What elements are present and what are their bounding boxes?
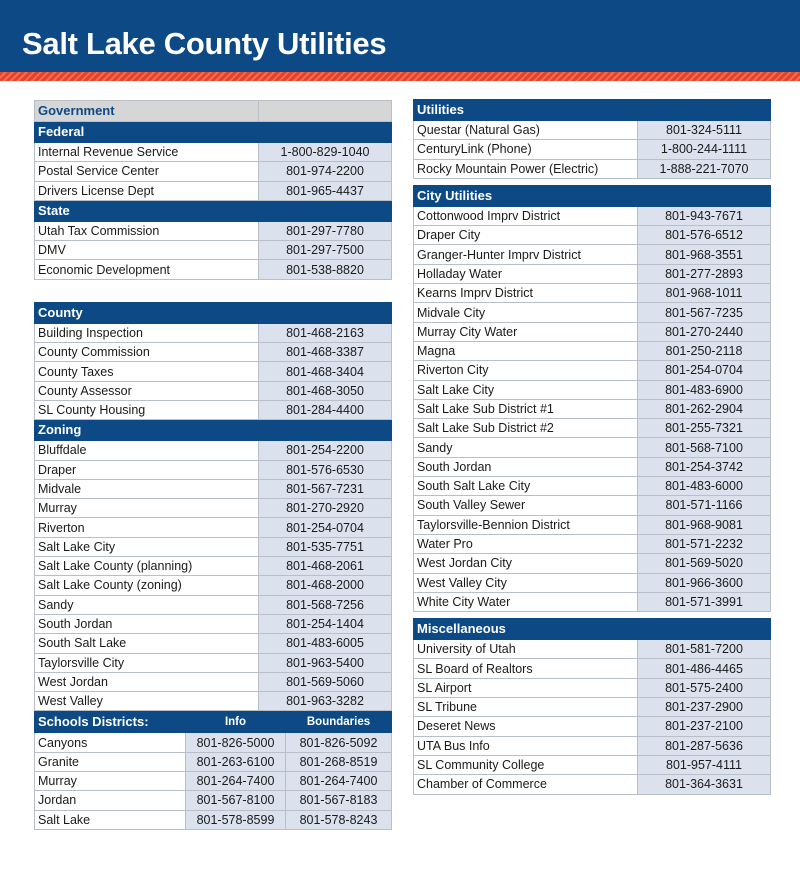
federal-rows — [35, 143, 392, 201]
right-column — [413, 99, 770, 795]
entry-phone: 801-567-7235 — [638, 303, 771, 322]
federal-header: Federal — [35, 122, 259, 143]
entry-name: Water Pro — [414, 534, 638, 553]
entry-name: Murray City Water — [414, 322, 638, 341]
entry-name: Salt Lake City — [35, 537, 259, 556]
entry-phone: 801-569-5020 — [638, 554, 771, 573]
table-row — [414, 419, 771, 438]
utilities-header-row — [414, 100, 771, 121]
table-row — [414, 717, 771, 736]
table-row — [414, 775, 771, 794]
table-row — [414, 226, 771, 245]
entry-name: CenturyLink (Phone) — [414, 140, 638, 159]
entry-name: Salt Lake Sub District #2 — [414, 419, 638, 438]
schools-info-header: Info — [186, 712, 286, 733]
district-info-phone: 801-578-8599 — [186, 810, 286, 829]
entry-name: Riverton — [35, 518, 259, 537]
utilities-header-body — [414, 100, 771, 121]
zoning-header-body — [35, 420, 392, 441]
district-info-phone: 801-567-8100 — [186, 791, 286, 810]
table-row — [35, 499, 392, 518]
table-row — [35, 576, 392, 595]
table-row — [35, 692, 392, 711]
table-row — [35, 634, 392, 653]
entry-phone: 801-277-2893 — [638, 264, 771, 283]
entry-phone: 801-468-2163 — [259, 323, 392, 342]
miscellaneous-rows — [414, 640, 771, 794]
zoning-rows — [35, 441, 392, 711]
county-header-row — [35, 302, 392, 323]
entry-name: Murray — [35, 499, 259, 518]
entry-phone: 801-571-3991 — [638, 592, 771, 611]
city-utilities-header-blank — [638, 185, 771, 206]
entry-phone: 801-568-7100 — [638, 438, 771, 457]
entry-phone: 801-571-1166 — [638, 496, 771, 515]
entry-phone: 801-576-6512 — [638, 226, 771, 245]
table-row — [414, 678, 771, 697]
table-row — [35, 614, 392, 633]
table-row — [414, 438, 771, 457]
zoning-header-blank — [259, 420, 392, 441]
table-row — [35, 460, 392, 479]
entry-phone: 801-567-7231 — [259, 479, 392, 498]
table-row — [35, 479, 392, 498]
entry-phone: 801-270-2440 — [638, 322, 771, 341]
table-row — [414, 159, 771, 178]
entry-name: Riverton City — [414, 361, 638, 380]
table-row — [35, 595, 392, 614]
table-row — [414, 736, 771, 755]
entry-phone: 801-468-2061 — [259, 557, 392, 576]
entry-name: Postal Service Center — [35, 162, 259, 181]
entry-name: South Jordan — [35, 614, 259, 633]
entry-name: Granger-Hunter Imprv District — [414, 245, 638, 264]
entry-name: County Commission — [35, 343, 259, 362]
table-row — [414, 322, 771, 341]
table-row — [414, 515, 771, 534]
state-header-row — [35, 200, 392, 221]
table-row — [35, 162, 392, 181]
entry-phone: 801-254-3742 — [638, 457, 771, 476]
district-boundaries-phone: 801-578-8243 — [286, 810, 392, 829]
county-header-body — [35, 302, 392, 323]
table-row — [414, 496, 771, 515]
entry-phone: 801-957-4111 — [638, 755, 771, 774]
entry-name: SL County Housing — [35, 400, 259, 419]
federal-header-row — [35, 122, 392, 143]
entry-name: Draper City — [414, 226, 638, 245]
entry-phone: 801-237-2900 — [638, 698, 771, 717]
entry-name: County Taxes — [35, 362, 259, 381]
entry-phone: 801-254-2200 — [259, 441, 392, 460]
table-row — [35, 362, 392, 381]
entry-phone: 801-468-3387 — [259, 343, 392, 362]
county-rows — [35, 323, 392, 419]
entry-phone: 801-483-6005 — [259, 634, 392, 653]
table-row — [414, 659, 771, 678]
table-row — [35, 733, 392, 752]
entry-name: Magna — [414, 341, 638, 360]
entry-name: County Assessor — [35, 381, 259, 400]
table-row — [35, 181, 392, 200]
table-row — [35, 400, 392, 419]
table-row — [414, 457, 771, 476]
table-row — [35, 143, 392, 162]
schools-header-body — [35, 712, 392, 733]
table-row — [414, 121, 771, 140]
entry-name: West Jordan City — [414, 554, 638, 573]
entry-phone: 801-262-2904 — [638, 399, 771, 418]
utilities-rows — [414, 121, 771, 179]
district-boundaries-phone: 801-826-5092 — [286, 733, 392, 752]
county-header: County — [35, 302, 259, 323]
city-utilities-rows — [414, 206, 771, 611]
entry-name: Building Inspection — [35, 323, 259, 342]
entry-phone: 801-468-3404 — [259, 362, 392, 381]
entry-name: West Valley City — [414, 573, 638, 592]
entry-phone: 801-963-5400 — [259, 653, 392, 672]
entry-phone: 801-576-6530 — [259, 460, 392, 479]
table-row — [35, 772, 392, 791]
entry-phone: 801-468-2000 — [259, 576, 392, 595]
left-column — [34, 100, 391, 830]
entry-phone: 801-254-0704 — [259, 518, 392, 537]
entry-phone: 801-284-4400 — [259, 400, 392, 419]
entry-name: West Jordan — [35, 672, 259, 691]
entry-name: Sandy — [35, 595, 259, 614]
entry-phone: 801-254-1404 — [259, 614, 392, 633]
entry-phone: 801-255-7321 — [638, 419, 771, 438]
zoning-header: Zoning — [35, 420, 259, 441]
schools-table — [34, 711, 392, 829]
table-row — [35, 343, 392, 362]
entry-name: Economic Development — [35, 260, 259, 279]
entry-phone: 801-297-7780 — [259, 221, 392, 240]
entry-name: Chamber of Commerce — [414, 775, 638, 794]
miscellaneous-header-blank — [638, 619, 771, 640]
table-row — [414, 284, 771, 303]
table-row — [35, 752, 392, 771]
miscellaneous-table — [413, 618, 771, 794]
entry-name: White City Water — [414, 592, 638, 611]
entry-name: Salt Lake County (planning) — [35, 557, 259, 576]
utilities-header: Utilities — [414, 100, 638, 121]
table-row — [35, 810, 392, 829]
table-row — [414, 380, 771, 399]
schools-boundaries-header: Boundaries — [286, 712, 392, 733]
entry-name: South Salt Lake City — [414, 477, 638, 496]
schools-header: Schools Districts: — [35, 712, 186, 733]
entry-phone: 801-254-0704 — [638, 361, 771, 380]
entry-name: Salt Lake County (zoning) — [35, 576, 259, 595]
district-info-phone: 801-264-7400 — [186, 772, 286, 791]
entry-phone: 801-581-7200 — [638, 640, 771, 659]
miscellaneous-header-row — [414, 619, 771, 640]
district-name: Jordan — [35, 791, 186, 810]
page-header — [0, 0, 800, 72]
table-row — [414, 698, 771, 717]
city-utilities-header-body — [414, 185, 771, 206]
spacer — [34, 280, 391, 302]
entry-phone: 801-250-2118 — [638, 341, 771, 360]
table-row — [35, 260, 392, 279]
federal-header-blank — [259, 122, 392, 143]
district-boundaries-phone: 801-268-8519 — [286, 752, 392, 771]
entry-name: Salt Lake Sub District #1 — [414, 399, 638, 418]
entry-phone: 1-800-244-1111 — [638, 140, 771, 159]
state-rows — [35, 221, 392, 279]
entry-name: South Jordan — [414, 457, 638, 476]
table-row — [35, 441, 392, 460]
entry-phone: 1-888-221-7070 — [638, 159, 771, 178]
table-row — [414, 573, 771, 592]
state-header-body — [35, 200, 392, 221]
entry-phone: 801-968-3551 — [638, 245, 771, 264]
government-body — [35, 101, 392, 143]
table-row — [414, 554, 771, 573]
entry-name: Utah Tax Commission — [35, 221, 259, 240]
district-info-phone: 801-263-6100 — [186, 752, 286, 771]
entry-phone: 801-297-7500 — [259, 241, 392, 260]
entry-name: Taylorsville City — [35, 653, 259, 672]
table-row — [414, 140, 771, 159]
entry-name: University of Utah — [414, 640, 638, 659]
government-header: Government — [35, 101, 259, 122]
entry-phone: 801-569-5060 — [259, 672, 392, 691]
table-row — [414, 341, 771, 360]
entry-phone: 801-974-2200 — [259, 162, 392, 181]
schools-rows — [35, 733, 392, 829]
state-header-blank — [259, 200, 392, 221]
district-name: Granite — [35, 752, 186, 771]
district-name: Murray — [35, 772, 186, 791]
table-row — [35, 557, 392, 576]
schools-header-row — [35, 712, 392, 733]
entry-name: Rocky Mountain Power (Electric) — [414, 159, 638, 178]
page-title: Salt Lake County Utilities — [22, 26, 387, 61]
entry-phone: 801-483-6000 — [638, 477, 771, 496]
zoning-header-row — [35, 420, 392, 441]
entry-name: UTA Bus Info — [414, 736, 638, 755]
miscellaneous-header: Miscellaneous — [414, 619, 638, 640]
table-row — [35, 221, 392, 240]
table-row — [414, 264, 771, 283]
district-boundaries-phone: 801-264-7400 — [286, 772, 392, 791]
district-info-phone: 801-826-5000 — [186, 733, 286, 752]
entry-name: Cottonwood Imprv District — [414, 206, 638, 225]
entry-phone: 801-968-9081 — [638, 515, 771, 534]
district-boundaries-phone: 801-567-8183 — [286, 791, 392, 810]
entry-name: South Valley Sewer — [414, 496, 638, 515]
government-header-blank — [259, 101, 392, 122]
entry-name: Salt Lake City — [414, 380, 638, 399]
city-utilities-table — [413, 185, 771, 612]
utilities-header-blank — [638, 100, 771, 121]
entry-name: Bluffdale — [35, 441, 259, 460]
entry-name: Holladay Water — [414, 264, 638, 283]
government-header-row — [35, 101, 392, 122]
table-row — [35, 241, 392, 260]
table-row — [35, 791, 392, 810]
entry-phone: 801-483-6900 — [638, 380, 771, 399]
county-header-blank — [259, 302, 392, 323]
entry-phone: 801-965-4437 — [259, 181, 392, 200]
entry-phone: 801-468-3050 — [259, 381, 392, 400]
entry-phone: 801-963-3282 — [259, 692, 392, 711]
entry-name: SL Board of Realtors — [414, 659, 638, 678]
table-row — [35, 381, 392, 400]
government-table — [34, 100, 392, 280]
entry-phone: 801-364-3631 — [638, 775, 771, 794]
entry-name: Taylorsville-Bennion District — [414, 515, 638, 534]
entry-name: South Salt Lake — [35, 634, 259, 653]
entry-phone: 801-943-7671 — [638, 206, 771, 225]
entry-name: West Valley — [35, 692, 259, 711]
table-row — [414, 206, 771, 225]
entry-name: Midvale — [35, 479, 259, 498]
entry-name: SL Community College — [414, 755, 638, 774]
entry-phone: 801-237-2100 — [638, 717, 771, 736]
table-row — [414, 534, 771, 553]
entry-name: Midvale City — [414, 303, 638, 322]
entry-phone: 801-324-5111 — [638, 121, 771, 140]
table-row — [35, 537, 392, 556]
entry-name: DMV — [35, 241, 259, 260]
entry-phone: 801-968-1011 — [638, 284, 771, 303]
entry-phone: 801-486-4465 — [638, 659, 771, 678]
entry-name: Questar (Natural Gas) — [414, 121, 638, 140]
entry-phone: 801-575-2400 — [638, 678, 771, 697]
entry-phone: 801-966-3600 — [638, 573, 771, 592]
district-name: Salt Lake — [35, 810, 186, 829]
state-header: State — [35, 200, 259, 221]
district-name: Canyons — [35, 733, 186, 752]
entry-name: Draper — [35, 460, 259, 479]
table-row — [35, 518, 392, 537]
table-row — [414, 477, 771, 496]
entry-phone: 801-538-8820 — [259, 260, 392, 279]
entry-phone: 801-568-7256 — [259, 595, 392, 614]
table-row — [414, 303, 771, 322]
entry-name: Internal Revenue Service — [35, 143, 259, 162]
table-row — [414, 592, 771, 611]
entry-phone: 1-800-829-1040 — [259, 143, 392, 162]
entry-name: Sandy — [414, 438, 638, 457]
table-row — [414, 640, 771, 659]
table-row — [414, 755, 771, 774]
entry-phone: 801-571-2232 — [638, 534, 771, 553]
table-row — [414, 361, 771, 380]
table-row — [35, 323, 392, 342]
entry-name: Drivers License Dept — [35, 181, 259, 200]
entry-phone: 801-287-5636 — [638, 736, 771, 755]
city-utilities-header: City Utilities — [414, 185, 638, 206]
entry-name: Kearns Imprv District — [414, 284, 638, 303]
entry-phone: 801-535-7751 — [259, 537, 392, 556]
entry-phone: 801-270-2920 — [259, 499, 392, 518]
header-stripe — [0, 72, 800, 81]
county-table — [34, 302, 392, 712]
miscellaneous-header-body — [414, 619, 771, 640]
table-row — [35, 672, 392, 691]
entry-name: Deseret News — [414, 717, 638, 736]
entry-name: SL Airport — [414, 678, 638, 697]
city-utilities-header-row — [414, 185, 771, 206]
table-row — [414, 245, 771, 264]
table-row — [35, 653, 392, 672]
table-row — [414, 399, 771, 418]
utilities-table — [413, 99, 771, 179]
entry-name: SL Tribune — [414, 698, 638, 717]
